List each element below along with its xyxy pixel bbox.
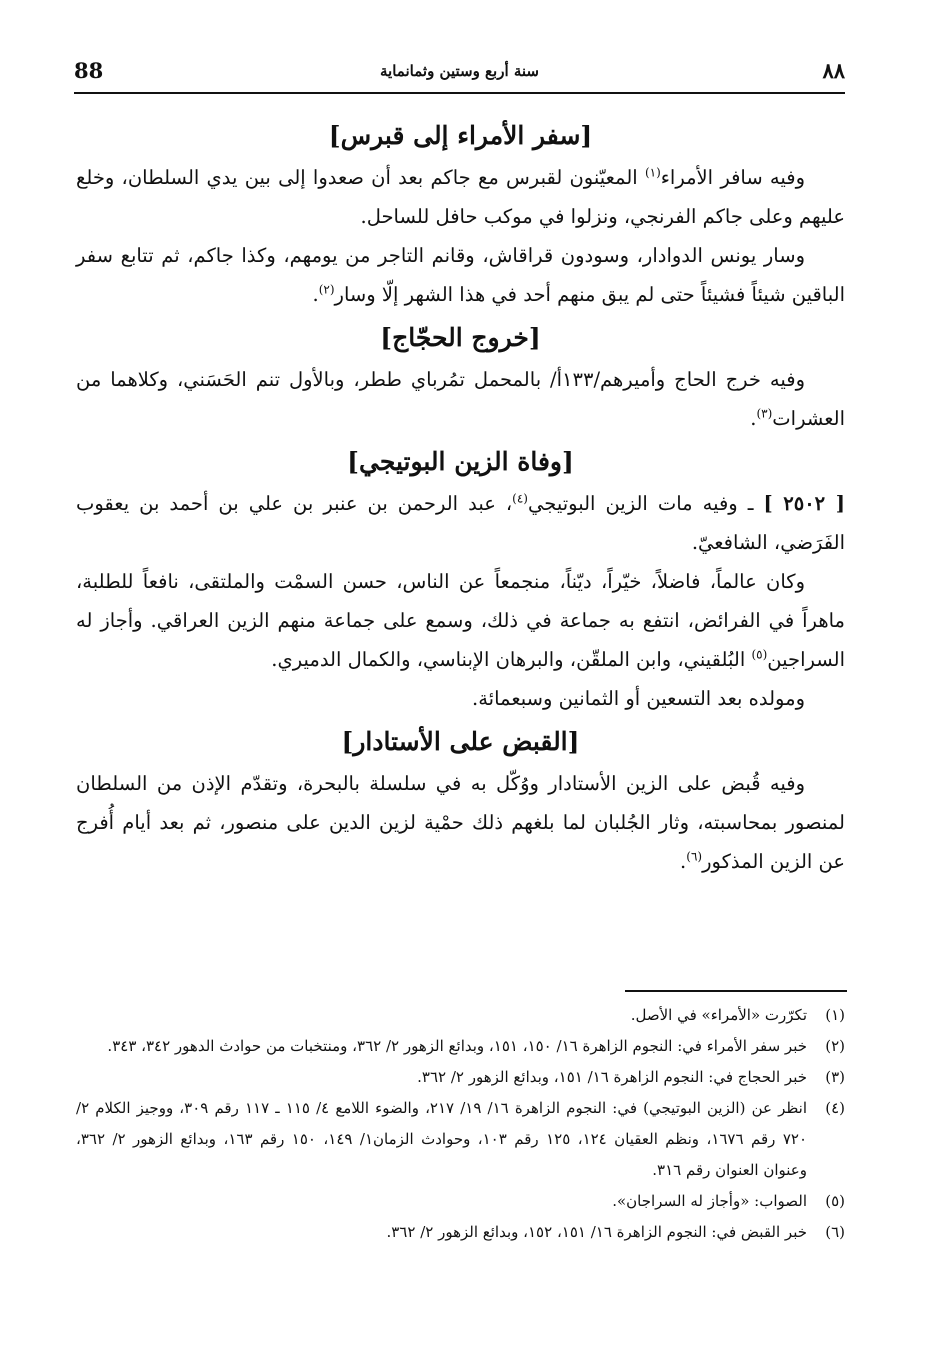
- footnote-ref[interactable]: (٤): [512, 491, 528, 506]
- paragraph: وكان عالماً، فاضلاً، خيّراً، ديّناً، منجمعاً عن الناس، حسن السمْت والملتقى، نافعاً للطلبة، ماهراً في الفرائض، انتفع به جماعة في ذلك، وسمع على جماعة منهم الزين العراقي. وأجاز له السراجين$^{(٥)}$ البُلقيني، وابن الملقّن، والبرهان الإبناسي، والكمال الدميري.: [76, 570, 845, 671]
- footnote: [76, 1062, 845, 1093]
- footnote-mark: (٤): [825, 1099, 845, 1117]
- page-number-arabic: ٨٨: [822, 58, 845, 83]
- paragraph: وفيه سافر الأمراء$^{(١)}$ المعيّنون لقبرس مع جاكم بعد أن صعدوا إلى بين يدي السلطان، وخلع عليهم وعلى جاكم الفرنجي، ونزلوا في موكب حافل للساحل.: [76, 165, 845, 228]
- footnote-ref[interactable]: (٦): [686, 849, 703, 864]
- paragraph: ومولده بعد التسعين أو الثمانين وسبعمائة.: [472, 687, 805, 710]
- footnote-separator: [625, 990, 847, 992]
- section-title: [سفر الأمراء إلى قبرس]: [328, 121, 593, 150]
- main-text: [76, 112, 845, 881]
- footnote: [76, 1000, 845, 1031]
- paragraph: وسار يونس الدوادار، وسودون قراقاش، وقانم التاجر من يومهم، وكذا جاكم، ثم تتابع سفر الباقين شيئاً فشيئاً حتى لم يبق منهم أحد في هذا الشهر إلّا وسار$^{(٢)}$.: [76, 244, 845, 306]
- footnote-text: الصواب: «وأجاز له السراجان».: [612, 1192, 807, 1210]
- section-title: [خروج الحجّاج]: [380, 323, 541, 352]
- footnotes: [76, 1000, 845, 1248]
- paragraph: [ ٢٥٠٢ ] ـ وفيه مات الزين البوتيجي$^{(٤)}$، عبد الرحمن بن عنبر بن علي بن أحمد بن يعقوب الفَرَضي، الشافعيّ.: [76, 491, 845, 554]
- footnote-mark: (١): [825, 1006, 845, 1024]
- running-title: سنة أربع وستين وثمانماية: [380, 62, 539, 80]
- footnote-mark: (٣): [825, 1068, 845, 1086]
- footnote-text: تكرّرت «الأمراء» في الأصل.: [630, 1006, 807, 1024]
- footnote-ref[interactable]: (٢): [318, 282, 335, 297]
- footnote-ref[interactable]: (٣): [756, 406, 773, 421]
- footnote-text: خبر سفر الأمراء في: النجوم الزاهرة ١٦/ ١٥٠، ١٥١، وبدائع الزهور ٢/ ٣٦٢، ومنتخبات من حوادث الدهور ٣٤٢، ٣٤٣.: [107, 1037, 807, 1055]
- footnote-text: انظر عن (الزين البوتيجي) في: النجوم الزاهرة ١٦/ ١٩/ ٢١٧، والضوء اللامع ٤/ ١١٥ ـ ١١٧ رقم ٣٠٩، ووجيز الكلام ٢/ ٧٢٠ رقم ١٦٧٦، ونظم العقيان ١٢٤، ١٢٥ رقم ١٠٣، وحوادث الزمان١/ ١٤٩، ١٥٠ رقم ١٦٣، وبدائع الزهور ٢/ ٣٦٢، وعنوان العنوان رقم ٣١٦.: [76, 1099, 808, 1179]
- footnote: [76, 1031, 845, 1062]
- entry-number: [ ٢٥٠٢ ]: [763, 492, 845, 515]
- paragraph: وفيه قُبض على الزين الأستادار ووُكّل به في سلسلة بالبحرة، وتقدّم الإذن من السلطان لمنصور بمحاسبته، وثار الجُلبان لما بلغهم ذلك حمْية لزين الدين على منصور، ثم بعد أيام أُفرج عن الزين المذكور$^{(٦)}$.: [76, 772, 845, 873]
- footnote-mark: (٢): [825, 1037, 845, 1055]
- footnote-text: خبر القبض في: النجوم الزاهرة ١٦/ ١٥١، ١٥٢، وبدائع الزهور ٢/ ٣٦٢.: [386, 1223, 807, 1241]
- footnote-mark: (٥): [825, 1192, 845, 1210]
- footnote: [76, 1093, 845, 1186]
- section-title: [وفاة الزين البوتيجي]: [347, 447, 574, 476]
- footnote-ref[interactable]: (٥): [751, 647, 768, 662]
- footnote-ref[interactable]: (١): [644, 165, 661, 180]
- page-header: [74, 58, 845, 94]
- footnote-text: خبر الحجاج في: النجوم الزاهرة ١٦/ ١٥١، وبدائع الزهور ٢/ ٣٦٢.: [417, 1068, 807, 1086]
- footnote: [76, 1186, 845, 1217]
- page-number-latin: 88: [74, 58, 104, 83]
- section-title: [القبض على الأستادار]: [341, 727, 580, 756]
- footnote-mark: (٦): [825, 1223, 845, 1241]
- footnote: [76, 1217, 845, 1248]
- paragraph: وفيه خرج الحاج وأميرهم/١٣٣أ/ بالمحمل تمُرباي ططر، وبالأول تنم الحَسَني، وكلاهما من العشرات$^{(٣)}$.: [76, 368, 845, 430]
